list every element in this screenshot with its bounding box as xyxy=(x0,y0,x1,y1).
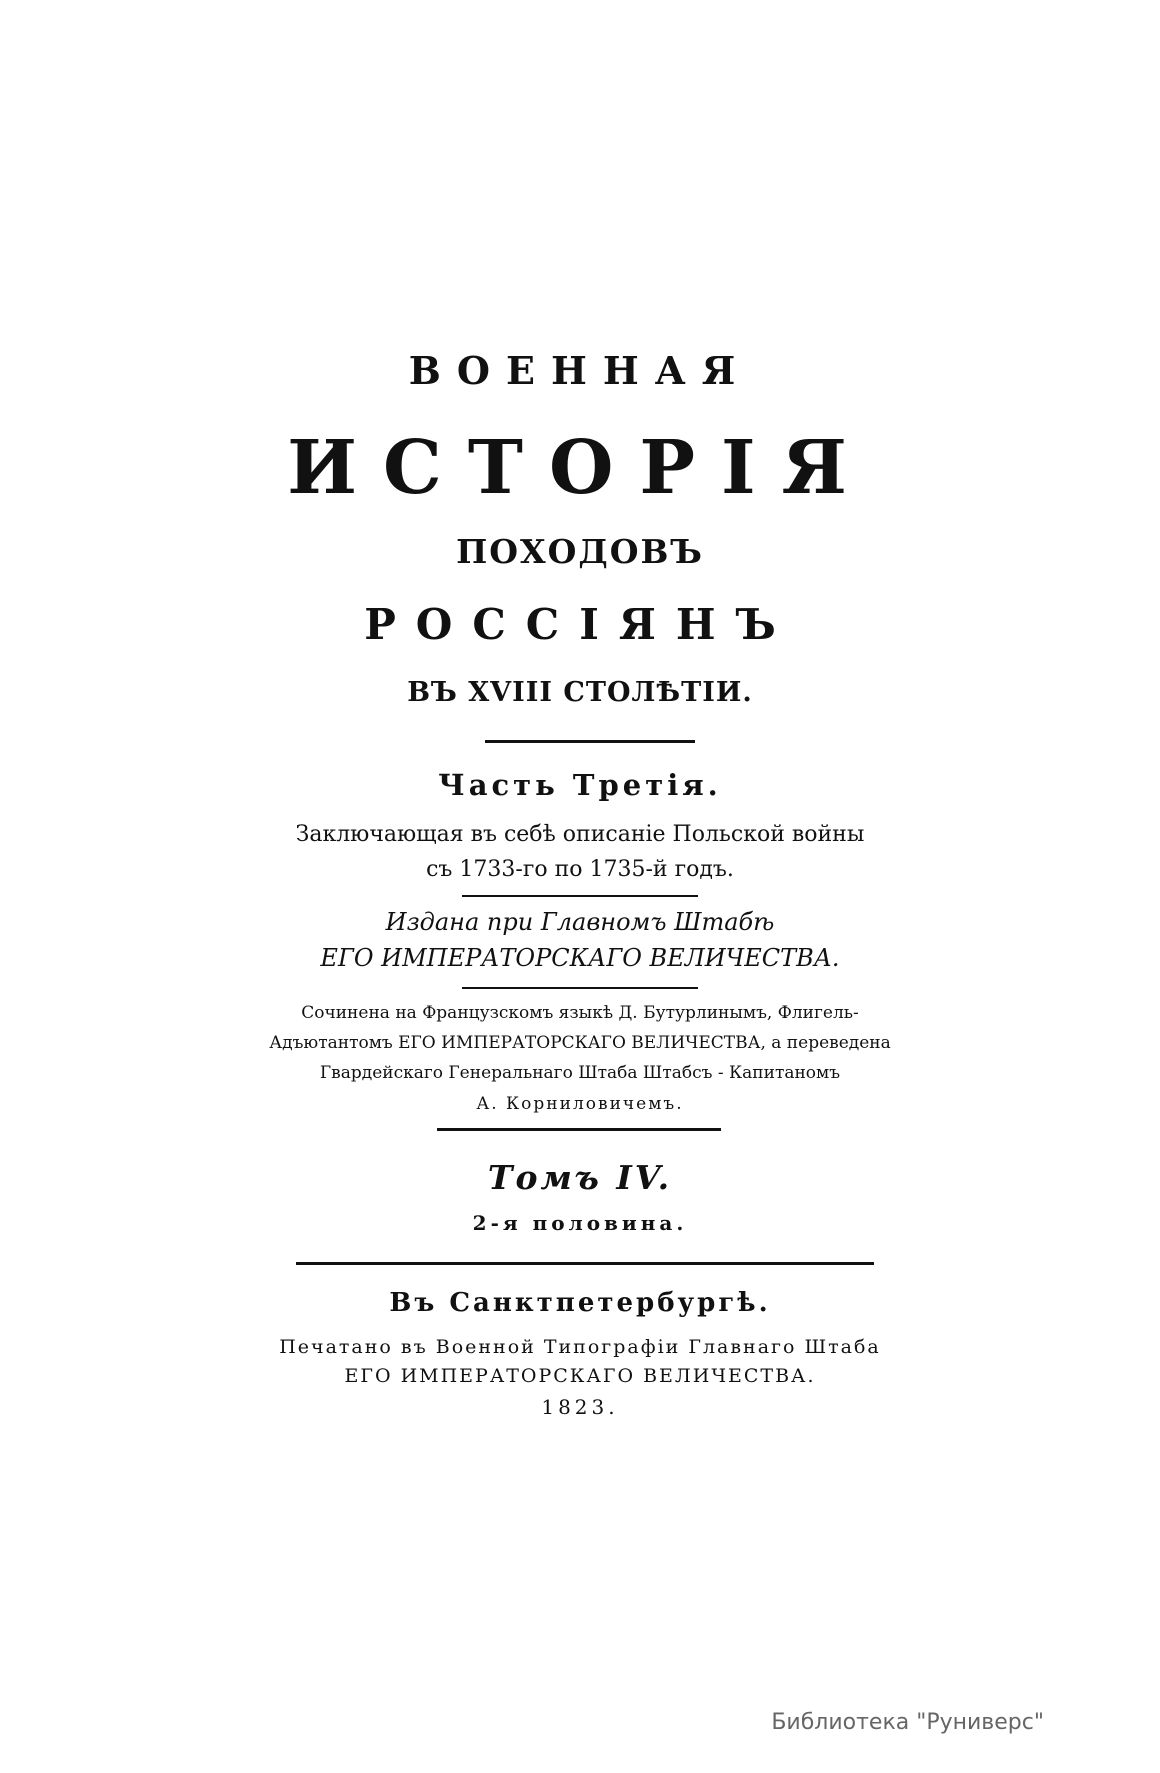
description-line: Заключающая въ себѣ описаніе Польской войны xyxy=(295,822,865,847)
divider xyxy=(437,1128,721,1131)
half-label: 2-я половина. xyxy=(472,1211,688,1235)
library-watermark: Библиотека "Руниверс" xyxy=(771,1710,1044,1735)
divider xyxy=(462,895,698,897)
title-line-istoriya: ИСТОРІЯ xyxy=(287,425,873,511)
printer-line: Печатано въ Военной Типографіи Главнаго Штаба xyxy=(279,1336,881,1358)
author-line: А. Корниловичемъ. xyxy=(476,1094,684,1114)
title-line-pokhodov: ПОХОДОВЪ xyxy=(456,532,704,571)
divider xyxy=(296,1262,874,1265)
printer-line: ЕГО ИМПЕРАТОРСКАГО ВЕЛИЧЕСТВА. xyxy=(344,1365,816,1387)
part-heading: Часть Третія. xyxy=(438,768,722,802)
author-line: Адъютантомъ ЕГО ИМПЕРАТОРСКАГО ВЕЛИЧЕСТВА, а переведена xyxy=(269,1033,891,1053)
divider xyxy=(485,740,695,743)
year-line: 1823. xyxy=(541,1395,619,1419)
author-line: Гвардейскаго Генеральнаго Штаба Штабсъ - Капитаномъ xyxy=(319,1063,841,1083)
title-line-voennaya: ВОЕННАЯ xyxy=(408,348,752,393)
publisher-line: ЕГО ИМПЕРАТОРСКАГО ВЕЛИЧЕСТВА. xyxy=(320,944,840,972)
volume-heading: Томъ IV. xyxy=(487,1158,673,1197)
city-line: Въ Санктпетербургѣ. xyxy=(389,1288,771,1318)
author-line: Сочинена на Французскомъ языкѣ Д. Бутурлинымъ, Флигель- xyxy=(301,1003,859,1023)
title-line-rossiyan: РОССІЯНЪ xyxy=(364,600,796,649)
divider xyxy=(462,987,698,989)
description-line: съ 1733-го по 1735-й годъ. xyxy=(426,857,734,882)
title-line-century: ВЪ XVIII СТОЛѢТІИ. xyxy=(407,677,753,708)
publisher-line: Издана при Главномъ Штабѣ xyxy=(385,908,775,936)
